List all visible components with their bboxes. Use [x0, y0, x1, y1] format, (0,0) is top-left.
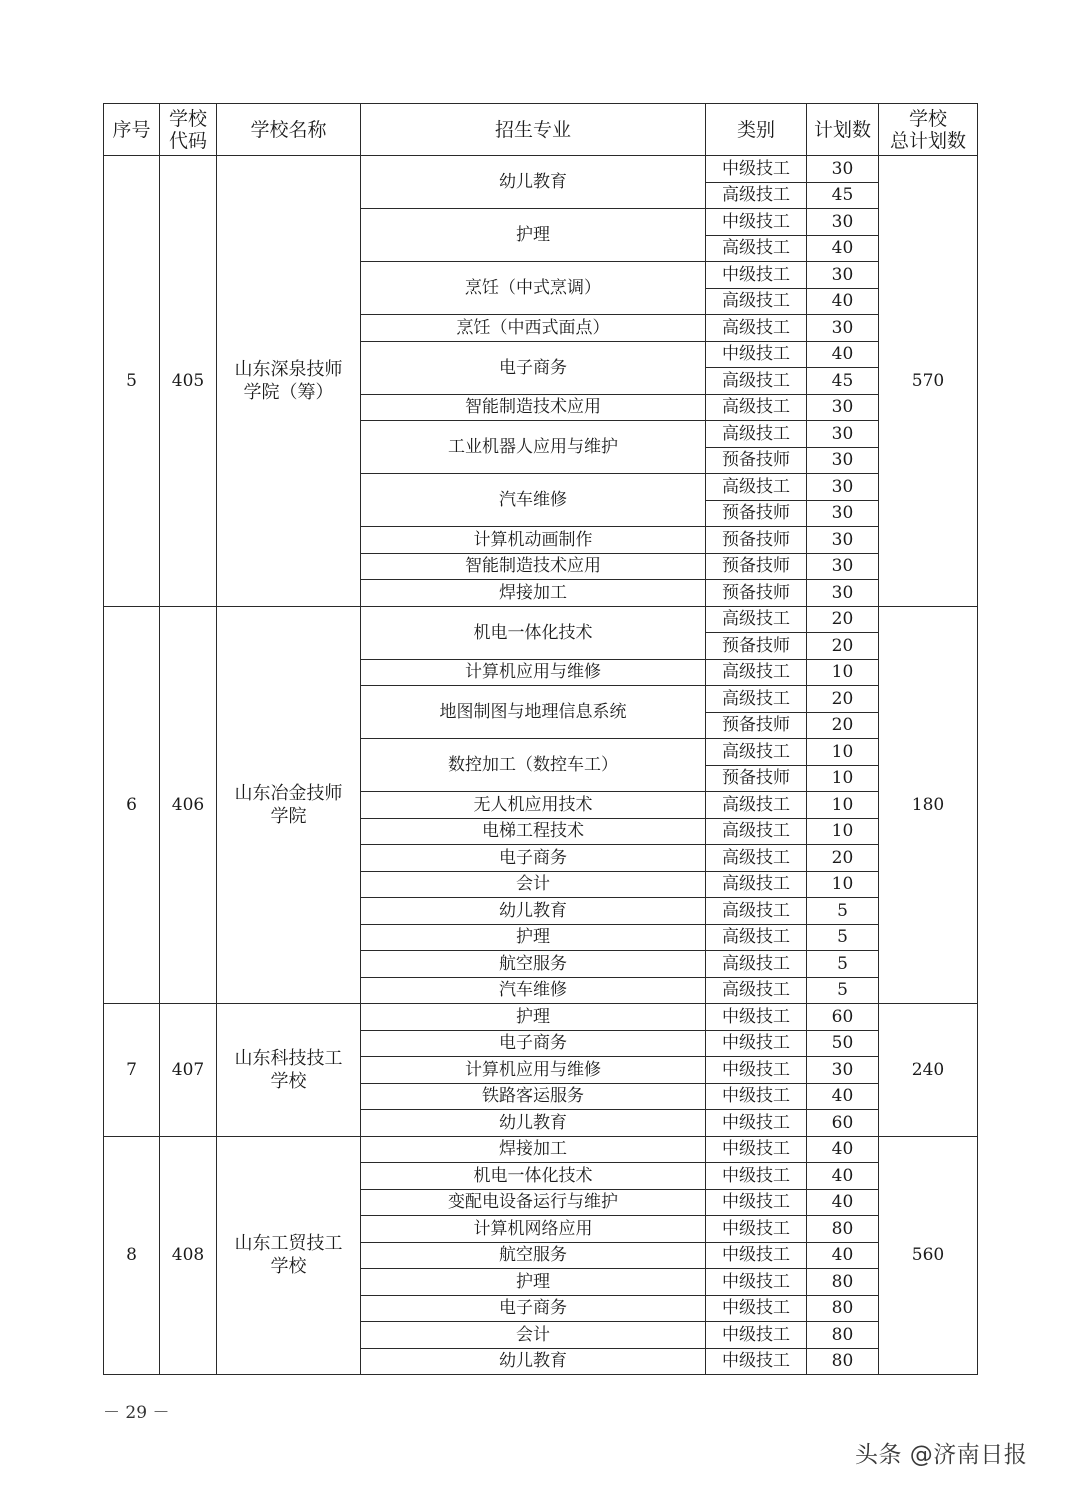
plan-count-cell: 40: [807, 288, 879, 315]
category-cell: 中级技工: [706, 1136, 807, 1163]
category-cell: 高级技工: [706, 898, 807, 925]
plan-count-cell: 45: [807, 182, 879, 209]
category-cell: 高级技工: [706, 845, 807, 872]
category-cell: 高级技工: [706, 659, 807, 686]
major-cell: 幼儿教育: [361, 1348, 706, 1375]
category-cell: 中级技工: [706, 1216, 807, 1243]
table-row: [104, 606, 978, 633]
category-cell: 高级技工: [706, 951, 807, 978]
plan-count-cell: 40: [807, 1189, 879, 1216]
plan-count-cell: 80: [807, 1348, 879, 1375]
category-cell: 高级技工: [706, 686, 807, 713]
major-cell: 变配电设备运行与维护: [361, 1189, 706, 1216]
plan-count-cell: 10: [807, 659, 879, 686]
plan-count-cell: 20: [807, 845, 879, 872]
category-cell: 中级技工: [706, 262, 807, 289]
category-cell: 中级技工: [706, 1348, 807, 1375]
category-cell: 中级技工: [706, 341, 807, 368]
table-row: [104, 1004, 978, 1031]
header-category: 类别: [706, 104, 807, 156]
plan-count-cell: 40: [807, 341, 879, 368]
category-cell: 中级技工: [706, 1030, 807, 1057]
plan-count-cell: 30: [807, 553, 879, 580]
school-code-cell: 407: [160, 1004, 217, 1137]
major-cell: 计算机应用与维修: [361, 659, 706, 686]
major-cell: 航空服务: [361, 951, 706, 978]
table-header-row: [104, 104, 978, 156]
category-cell: 高级技工: [706, 368, 807, 395]
plan-count-cell: 10: [807, 871, 879, 898]
header-plan: 计划数: [807, 104, 879, 156]
major-cell: 铁路客运服务: [361, 1083, 706, 1110]
category-cell: 预备技师: [706, 447, 807, 474]
plan-count-cell: 40: [807, 1136, 879, 1163]
major-cell: 会计: [361, 1322, 706, 1349]
major-cell: 计算机应用与维修: [361, 1057, 706, 1084]
header-school-code-line2: 代码: [168, 129, 207, 152]
category-cell: 预备技师: [706, 580, 807, 607]
plan-count-cell: 30: [807, 156, 879, 183]
school-seq-cell: 7: [104, 1004, 160, 1137]
category-cell: 高级技工: [706, 394, 807, 421]
plan-count-cell: 20: [807, 633, 879, 660]
school-seq-cell: 5: [104, 156, 160, 607]
plan-count-cell: 20: [807, 686, 879, 713]
major-cell: 护理: [361, 1269, 706, 1296]
plan-count-cell: 80: [807, 1295, 879, 1322]
school-total-cell: 570: [879, 156, 978, 607]
major-cell: 汽车维修: [361, 474, 706, 527]
category-cell: 高级技工: [706, 739, 807, 766]
category-cell: 中级技工: [706, 1242, 807, 1269]
major-cell: 智能制造技术应用: [361, 553, 706, 580]
table-body: [104, 156, 978, 1375]
plan-count-cell: 30: [807, 447, 879, 474]
plan-count-cell: 5: [807, 924, 879, 951]
major-cell: 幼儿教育: [361, 156, 706, 209]
table-row: [104, 156, 978, 183]
plan-count-cell: 30: [807, 315, 879, 342]
major-cell: 机电一体化技术: [361, 606, 706, 659]
school-name-cell: 山东科技技工学校: [217, 1004, 361, 1137]
header-total-line1: 学校: [908, 107, 947, 130]
category-cell: 高级技工: [706, 421, 807, 448]
school-name-cell: 山东工贸技工学校: [217, 1136, 361, 1375]
category-cell: 预备技师: [706, 500, 807, 527]
category-cell: 中级技工: [706, 1057, 807, 1084]
major-cell: 智能制造技术应用: [361, 394, 706, 421]
category-cell: 高级技工: [706, 818, 807, 845]
plan-count-cell: 30: [807, 1057, 879, 1084]
plan-count-cell: 10: [807, 792, 879, 819]
category-cell: 高级技工: [706, 871, 807, 898]
school-total-cell: 240: [879, 1004, 978, 1137]
source-watermark: 头条 @济南日报: [855, 1442, 1028, 1468]
major-cell: 幼儿教育: [361, 1110, 706, 1137]
category-cell: 高级技工: [706, 924, 807, 951]
major-cell: 会计: [361, 871, 706, 898]
category-cell: 中级技工: [706, 1110, 807, 1137]
category-cell: 高级技工: [706, 606, 807, 633]
major-cell: 电子商务: [361, 341, 706, 394]
major-cell: 焊接加工: [361, 580, 706, 607]
header-school-code-line1: 学校: [168, 107, 207, 130]
plan-count-cell: 30: [807, 262, 879, 289]
category-cell: 中级技工: [706, 1322, 807, 1349]
major-cell: 幼儿教育: [361, 898, 706, 925]
major-cell: 电子商务: [361, 1030, 706, 1057]
school-name-cell: 山东深泉技师学院（筹）: [217, 156, 361, 607]
major-cell: 航空服务: [361, 1242, 706, 1269]
major-cell: 烹饪（中式烹调）: [361, 262, 706, 315]
major-cell: 焊接加工: [361, 1136, 706, 1163]
page-number: － 29 －: [103, 1403, 170, 1423]
major-cell: 地图制图与地理信息系统: [361, 686, 706, 739]
enrollment-plan-table: [103, 103, 978, 1375]
plan-count-cell: 10: [807, 765, 879, 792]
plan-count-cell: 45: [807, 368, 879, 395]
school-total-cell: 560: [879, 1136, 978, 1375]
school-code-cell: 405: [160, 156, 217, 607]
major-cell: 汽车维修: [361, 977, 706, 1004]
school-seq-cell: 8: [104, 1136, 160, 1375]
category-cell: 高级技工: [706, 235, 807, 262]
category-cell: 预备技师: [706, 712, 807, 739]
major-cell: 电梯工程技术: [361, 818, 706, 845]
category-cell: 中级技工: [706, 1083, 807, 1110]
plan-count-cell: 30: [807, 500, 879, 527]
major-cell: 工业机器人应用与维护: [361, 421, 706, 474]
category-cell: 中级技工: [706, 1269, 807, 1296]
plan-count-cell: 80: [807, 1322, 879, 1349]
header-major: 招生专业: [361, 104, 706, 156]
plan-count-cell: 30: [807, 394, 879, 421]
plan-count-cell: 80: [807, 1269, 879, 1296]
plan-count-cell: 30: [807, 580, 879, 607]
plan-count-cell: 20: [807, 712, 879, 739]
plan-count-cell: 5: [807, 898, 879, 925]
plan-count-cell: 40: [807, 235, 879, 262]
school-code-cell: 408: [160, 1136, 217, 1375]
major-cell: 电子商务: [361, 845, 706, 872]
major-cell: 烹饪（中西式面点）: [361, 315, 706, 342]
plan-count-cell: 5: [807, 951, 879, 978]
plan-count-cell: 10: [807, 818, 879, 845]
header-school-name: 学校名称: [217, 104, 361, 156]
category-cell: 高级技工: [706, 315, 807, 342]
plan-count-cell: 30: [807, 474, 879, 501]
header-total-line2: 总计划数: [889, 129, 966, 152]
category-cell: 高级技工: [706, 182, 807, 209]
major-cell: 护理: [361, 924, 706, 951]
plan-count-cell: 50: [807, 1030, 879, 1057]
category-cell: 预备技师: [706, 527, 807, 554]
header-school-code: [160, 104, 217, 156]
school-seq-cell: 6: [104, 606, 160, 1004]
plan-count-cell: 30: [807, 527, 879, 554]
category-cell: 高级技工: [706, 474, 807, 501]
plan-count-cell: 60: [807, 1110, 879, 1137]
category-cell: 中级技工: [706, 209, 807, 236]
major-cell: 计算机动画制作: [361, 527, 706, 554]
plan-count-cell: 60: [807, 1004, 879, 1031]
major-cell: 无人机应用技术: [361, 792, 706, 819]
category-cell: 中级技工: [706, 1004, 807, 1031]
category-cell: 预备技师: [706, 633, 807, 660]
plan-count-cell: 30: [807, 209, 879, 236]
major-cell: 计算机网络应用: [361, 1216, 706, 1243]
category-cell: 中级技工: [706, 1163, 807, 1190]
major-cell: 机电一体化技术: [361, 1163, 706, 1190]
major-cell: 护理: [361, 209, 706, 262]
category-cell: 高级技工: [706, 792, 807, 819]
category-cell: 高级技工: [706, 288, 807, 315]
category-cell: 高级技工: [706, 977, 807, 1004]
plan-count-cell: 10: [807, 739, 879, 766]
major-cell: 电子商务: [361, 1295, 706, 1322]
plan-count-cell: 40: [807, 1083, 879, 1110]
school-total-cell: 180: [879, 606, 978, 1004]
plan-count-cell: 30: [807, 421, 879, 448]
school-name-cell: 山东冶金技师学院: [217, 606, 361, 1004]
plan-count-cell: 40: [807, 1163, 879, 1190]
category-cell: 预备技师: [706, 553, 807, 580]
category-cell: 中级技工: [706, 156, 807, 183]
category-cell: 中级技工: [706, 1295, 807, 1322]
major-cell: 护理: [361, 1004, 706, 1031]
table-row: [104, 1136, 978, 1163]
header-seq: 序号: [104, 104, 160, 156]
header-total: [879, 104, 978, 156]
plan-count-cell: 20: [807, 606, 879, 633]
category-cell: 预备技师: [706, 765, 807, 792]
school-code-cell: 406: [160, 606, 217, 1004]
category-cell: 中级技工: [706, 1189, 807, 1216]
major-cell: 数控加工（数控车工）: [361, 739, 706, 792]
plan-count-cell: 40: [807, 1242, 879, 1269]
plan-count-cell: 80: [807, 1216, 879, 1243]
plan-count-cell: 5: [807, 977, 879, 1004]
